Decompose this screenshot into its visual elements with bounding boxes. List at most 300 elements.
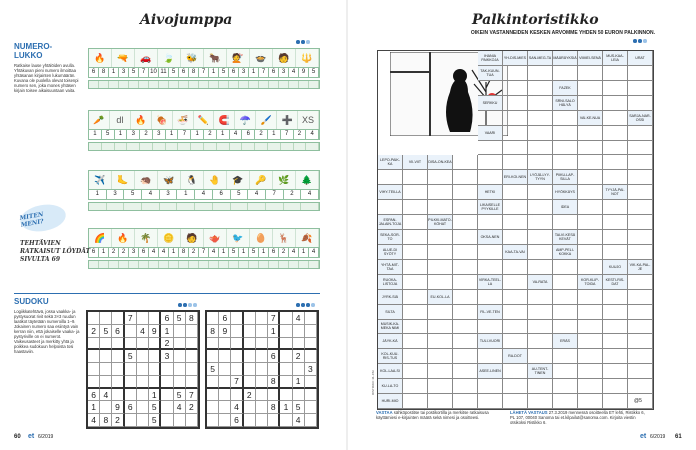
crossword-cell[interactable] [378,170,403,185]
answer-cell[interactable] [142,203,160,210]
sudoku-cell[interactable] [256,325,268,338]
crossword-cell[interactable] [403,230,428,245]
sudoku-cell[interactable]: 8 [186,312,198,325]
answer-cell[interactable] [209,261,219,268]
sudoku-cell[interactable] [149,350,161,363]
crossword-cell[interactable] [603,111,628,126]
crossword-cell[interactable] [528,334,553,349]
sudoku-cell[interactable] [219,363,231,376]
answer-cell[interactable] [289,261,299,268]
sudoku-cell[interactable] [137,376,149,389]
crossword-cell[interactable] [453,185,478,200]
answer-cell[interactable] [109,81,119,88]
answer-cell[interactable] [139,81,149,88]
answer-cell[interactable] [199,261,209,268]
crossword-cell[interactable] [503,379,528,394]
row4-answer[interactable] [88,260,320,269]
crossword-cell[interactable] [403,320,428,335]
sudoku-cell[interactable]: 5 [174,312,186,325]
answer-cell[interactable] [129,81,139,88]
sudoku-cell[interactable] [219,401,231,414]
sudoku-cell[interactable] [207,312,219,325]
crossword-cell[interactable] [428,349,453,364]
answer-cell[interactable] [204,143,217,150]
sudoku-cell[interactable] [174,414,186,427]
sudoku-cell[interactable] [244,414,256,427]
crossword-cell[interactable] [603,305,628,320]
answer-cell[interactable] [249,81,259,88]
crossword-cell[interactable] [453,200,478,215]
sudoku-cell[interactable] [256,414,268,427]
sudoku-cell[interactable] [137,350,149,363]
sudoku-cell[interactable] [125,376,137,389]
answer-cell[interactable] [301,203,319,210]
sudoku-cell[interactable] [280,389,292,402]
crossword-cell[interactable] [453,305,478,320]
crossword-cell[interactable] [628,245,653,260]
sudoku-cell[interactable] [186,414,198,427]
crossword-cell[interactable] [603,349,628,364]
sudoku-cell[interactable]: 9 [149,325,161,338]
crossword-cell[interactable] [503,215,528,230]
crossword-grid[interactable] [377,50,654,410]
sudoku-cell[interactable]: 4 [293,414,305,427]
sudoku-cell[interactable] [280,363,292,376]
crossword-cell[interactable] [603,334,628,349]
answer-cell[interactable] [299,261,309,268]
crossword-cell[interactable] [578,215,603,230]
sudoku-cell[interactable] [256,312,268,325]
crossword-cell[interactable] [578,126,603,141]
sudoku-cell[interactable] [219,414,231,427]
crossword-cell[interactable] [528,141,553,156]
answer-cell[interactable] [294,143,307,150]
crossword-cell[interactable] [503,320,528,335]
crossword-cell[interactable] [628,96,653,111]
crossword-cell[interactable] [503,394,528,409]
sudoku-cell[interactable] [244,350,256,363]
sudoku-cell[interactable] [125,414,137,427]
crossword-cell[interactable] [503,155,528,170]
answer-cell[interactable] [89,143,102,150]
sudoku-cell[interactable] [244,401,256,414]
answer-cell[interactable] [124,203,142,210]
answer-cell[interactable] [289,81,299,88]
crossword-cell[interactable] [428,275,453,290]
crossword-cell[interactable] [478,245,503,260]
crossword-cell[interactable] [528,305,553,320]
answer-cell[interactable] [109,261,119,268]
crossword-cell[interactable] [553,320,578,335]
crossword-cell[interactable] [503,275,528,290]
crossword-cell[interactable] [528,200,553,215]
answer-cell[interactable] [209,81,219,88]
sudoku-cell[interactable] [293,363,305,376]
answer-cell[interactable] [107,203,125,210]
crossword-cell[interactable] [403,170,428,185]
crossword-cell[interactable] [628,66,653,81]
crossword-cell[interactable] [453,394,478,409]
crossword-cell[interactable] [628,141,653,156]
crossword-cell[interactable] [428,245,453,260]
answer-cell[interactable] [239,261,249,268]
sudoku-cell[interactable]: 5 [293,401,305,414]
sudoku-cell[interactable] [280,338,292,351]
answer-cell[interactable] [159,81,169,88]
crossword-cell[interactable] [428,185,453,200]
crossword-cell[interactable] [503,230,528,245]
crossword-cell[interactable] [453,334,478,349]
sudoku-grid-1[interactable] [86,310,200,429]
crossword-cell[interactable] [578,290,603,305]
sudoku-cell[interactable]: 4 [231,401,243,414]
sudoku-cell[interactable] [88,312,100,325]
crossword-cell[interactable] [578,155,603,170]
crossword-cell[interactable] [403,364,428,379]
crossword-cell[interactable] [528,66,553,81]
sudoku-cell[interactable] [137,338,149,351]
crossword-cell[interactable] [603,230,628,245]
crossword-cell[interactable] [503,126,528,141]
crossword-cell[interactable] [428,320,453,335]
crossword-cell[interactable] [428,394,453,409]
crossword-cell[interactable] [478,320,503,335]
crossword-cell[interactable] [603,394,628,409]
crossword-cell[interactable] [403,290,428,305]
sudoku-cell[interactable]: 1 [268,325,280,338]
crossword-cell[interactable] [578,200,603,215]
sudoku-cell[interactable] [231,350,243,363]
crossword-cell[interactable] [553,364,578,379]
sudoku-cell[interactable] [149,338,161,351]
crossword-cell[interactable] [578,379,603,394]
crossword-cell[interactable] [478,141,503,156]
crossword-cell[interactable] [453,320,478,335]
answer-cell[interactable] [169,261,179,268]
sudoku-cell[interactable] [161,414,173,427]
sudoku-cell[interactable] [100,376,112,389]
sudoku-cell[interactable] [186,350,198,363]
sudoku-cell[interactable]: 9 [219,325,231,338]
crossword-cell[interactable] [603,290,628,305]
crossword-cell[interactable] [528,230,553,245]
sudoku-cell[interactable]: 8 [268,401,280,414]
crossword-cell[interactable] [428,260,453,275]
sudoku-cell[interactable] [174,363,186,376]
sudoku-cell[interactable]: 1 [293,376,305,389]
sudoku-cell[interactable] [268,363,280,376]
sudoku-cell[interactable]: 5 [149,401,161,414]
crossword-cell[interactable] [603,155,628,170]
answer-cell[interactable] [281,143,294,150]
sudoku-cell[interactable] [231,389,243,402]
answer-cell[interactable] [99,261,109,268]
sudoku-cell[interactable] [305,338,317,351]
crossword-cell[interactable] [628,290,653,305]
crossword-cell[interactable] [528,185,553,200]
sudoku-cell[interactable] [244,325,256,338]
crossword-cell[interactable] [603,200,628,215]
crossword-cell[interactable] [528,394,553,409]
crossword-cell[interactable] [628,364,653,379]
answer-cell[interactable] [153,143,166,150]
crossword-cell[interactable] [428,334,453,349]
crossword-cell[interactable] [553,141,578,156]
crossword-cell[interactable] [478,81,503,96]
crossword-cell[interactable] [428,305,453,320]
sudoku-cell[interactable]: 4 [88,414,100,427]
crossword-cell[interactable] [528,320,553,335]
crossword-cell[interactable] [453,215,478,230]
sudoku-cell[interactable] [186,376,198,389]
answer-cell[interactable] [306,143,319,150]
answer-cell[interactable] [89,203,107,210]
row3-answer[interactable] [88,202,320,211]
crossword-cell[interactable] [478,155,503,170]
crossword-cell[interactable] [403,334,428,349]
crossword-cell[interactable] [578,260,603,275]
sudoku-cell[interactable] [244,376,256,389]
crossword-cell[interactable] [403,305,428,320]
answer-cell[interactable] [268,143,281,150]
answer-cell[interactable] [269,261,279,268]
sudoku-cell[interactable] [186,325,198,338]
crossword-cell[interactable] [578,170,603,185]
answer-cell[interactable] [189,261,199,268]
crossword-cell[interactable] [553,126,578,141]
sudoku-cell[interactable]: 3 [161,350,173,363]
sudoku-cell[interactable] [207,350,219,363]
crossword-cell[interactable] [553,260,578,275]
sudoku-cell[interactable]: 8 [268,376,280,389]
answer-cell[interactable] [259,261,269,268]
answer-cell[interactable] [179,81,189,88]
crossword-cell[interactable] [528,96,553,111]
answer-cell[interactable] [189,81,199,88]
sudoku-cell[interactable] [100,350,112,363]
crossword-cell[interactable] [503,111,528,126]
answer-cell[interactable] [89,81,99,88]
sudoku-cell[interactable]: 7 [268,312,280,325]
answer-cell[interactable] [309,81,319,88]
answer-cell[interactable] [199,81,209,88]
sudoku-cell[interactable] [256,389,268,402]
sudoku-cell[interactable]: 7 [231,376,243,389]
answer-cell[interactable] [166,143,179,150]
crossword-cell[interactable] [628,320,653,335]
sudoku-cell[interactable]: 5 [100,325,112,338]
crossword-cell[interactable] [578,364,603,379]
crossword-cell[interactable] [503,185,528,200]
crossword-cell[interactable] [528,260,553,275]
answer-cell[interactable] [119,261,129,268]
sudoku-cell[interactable]: 1 [149,389,161,402]
crossword-cell[interactable] [553,275,578,290]
sudoku-cell[interactable] [256,363,268,376]
crossword-cell[interactable] [603,379,628,394]
crossword-cell[interactable] [578,141,603,156]
answer-cell[interactable] [230,143,243,150]
crossword-cell[interactable] [578,81,603,96]
crossword-cell[interactable] [478,290,503,305]
crossword-cell[interactable] [428,230,453,245]
sudoku-cell[interactable] [125,389,137,402]
crossword-cell[interactable] [503,66,528,81]
crossword-cell[interactable] [603,126,628,141]
crossword-cell[interactable] [503,200,528,215]
answer-cell[interactable] [169,81,179,88]
answer-cell[interactable] [242,143,255,150]
crossword-cell[interactable] [553,305,578,320]
sudoku-cell[interactable] [219,376,231,389]
crossword-cell[interactable] [628,334,653,349]
sudoku-cell[interactable]: 8 [100,414,112,427]
crossword-cell[interactable] [578,96,603,111]
crossword-cell[interactable] [528,349,553,364]
crossword-cell[interactable] [503,364,528,379]
sudoku-cell[interactable] [125,363,137,376]
crossword-cell[interactable] [403,185,428,200]
crossword-cell[interactable] [403,394,428,409]
sudoku-cell[interactable] [100,312,112,325]
sudoku-cell[interactable] [137,389,149,402]
sudoku-cell[interactable] [161,389,173,402]
sudoku-cell[interactable] [293,338,305,351]
sudoku-cell[interactable] [256,350,268,363]
sudoku-cell[interactable] [256,401,268,414]
sudoku-cell[interactable]: 2 [244,389,256,402]
answer-cell[interactable] [249,261,259,268]
answer-cell[interactable] [229,261,239,268]
answer-cell[interactable] [149,81,159,88]
crossword-cell[interactable] [528,290,553,305]
sudoku-cell[interactable] [305,325,317,338]
crossword-cell[interactable] [603,215,628,230]
sudoku-cell[interactable] [207,401,219,414]
crossword-cell[interactable] [503,305,528,320]
answer-cell[interactable] [195,203,213,210]
sudoku-cell[interactable] [256,338,268,351]
answer-cell[interactable] [119,81,129,88]
crossword-cell[interactable] [528,379,553,394]
sudoku-cell[interactable] [293,389,305,402]
crossword-cell[interactable] [503,141,528,156]
crossword-cell[interactable] [603,245,628,260]
crossword-cell[interactable] [503,260,528,275]
sudoku-cell[interactable] [137,363,149,376]
answer-cell[interactable] [160,203,178,210]
sudoku-cell[interactable]: 4 [293,312,305,325]
crossword-cell[interactable] [578,320,603,335]
crossword-cell[interactable] [503,290,528,305]
answer-cell[interactable] [309,261,319,268]
sudoku-cell[interactable] [149,363,161,376]
sudoku-cell[interactable]: 6 [268,350,280,363]
sudoku-cell[interactable] [149,376,161,389]
answer-cell[interactable] [179,261,189,268]
sudoku-cell[interactable] [231,363,243,376]
sudoku-cell[interactable] [112,350,124,363]
answer-cell[interactable] [299,81,309,88]
sudoku-cell[interactable] [161,376,173,389]
answer-cell[interactable] [149,261,159,268]
sudoku-grid-2[interactable] [205,310,319,429]
crossword-cell[interactable] [578,349,603,364]
sudoku-cell[interactable] [88,376,100,389]
crossword-cell[interactable] [553,394,578,409]
answer-cell[interactable] [269,81,279,88]
crossword-cell[interactable] [553,111,578,126]
crossword-cell[interactable] [603,96,628,111]
crossword-cell[interactable] [528,245,553,260]
crossword-cell[interactable] [453,290,478,305]
crossword-cell[interactable] [553,290,578,305]
sudoku-cell[interactable] [112,312,124,325]
crossword-cell[interactable] [578,66,603,81]
sudoku-cell[interactable] [161,363,173,376]
crossword-cell[interactable] [453,364,478,379]
crossword-cell[interactable] [478,260,503,275]
sudoku-cell[interactable] [100,338,112,351]
crossword-cell[interactable] [378,200,403,215]
sudoku-cell[interactable]: 6 [125,401,137,414]
sudoku-cell[interactable] [268,389,280,402]
sudoku-cell[interactable] [137,414,149,427]
crossword-cell[interactable] [403,260,428,275]
sudoku-cell[interactable] [207,414,219,427]
answer-cell[interactable] [279,261,289,268]
crossword-cell[interactable] [628,200,653,215]
answer-cell[interactable] [259,81,269,88]
answer-cell[interactable] [129,261,139,268]
answer-cell[interactable] [255,143,268,150]
answer-cell[interactable] [139,261,149,268]
sudoku-cell[interactable] [100,363,112,376]
crossword-cell[interactable] [628,170,653,185]
crossword-cell[interactable] [403,200,428,215]
sudoku-cell[interactable]: 1 [161,325,173,338]
sudoku-cell[interactable]: 6 [161,312,173,325]
crossword-cell[interactable] [403,245,428,260]
sudoku-cell[interactable]: 4 [174,401,186,414]
crossword-cell[interactable] [578,394,603,409]
sudoku-cell[interactable]: 6 [112,325,124,338]
answer-cell[interactable] [217,143,230,150]
sudoku-cell[interactable] [186,338,198,351]
crossword-cell[interactable] [478,379,503,394]
crossword-cell[interactable] [453,349,478,364]
sudoku-cell[interactable]: 2 [112,414,124,427]
sudoku-cell[interactable]: 2 [293,350,305,363]
sudoku-cell[interactable] [280,414,292,427]
sudoku-cell[interactable]: 8 [207,325,219,338]
sudoku-cell[interactable] [305,389,317,402]
sudoku-cell[interactable] [280,325,292,338]
sudoku-cell[interactable] [244,312,256,325]
crossword-cell[interactable] [528,111,553,126]
sudoku-cell[interactable]: 2 [88,325,100,338]
sudoku-cell[interactable] [305,401,317,414]
sudoku-cell[interactable] [100,401,112,414]
crossword-cell[interactable] [478,394,503,409]
crossword-cell[interactable] [428,364,453,379]
sudoku-cell[interactable] [174,376,186,389]
sudoku-cell[interactable] [244,363,256,376]
crossword-cell[interactable] [603,81,628,96]
answer-cell[interactable] [191,143,204,150]
crossword-cell[interactable] [478,215,503,230]
crossword-cell[interactable] [553,155,578,170]
